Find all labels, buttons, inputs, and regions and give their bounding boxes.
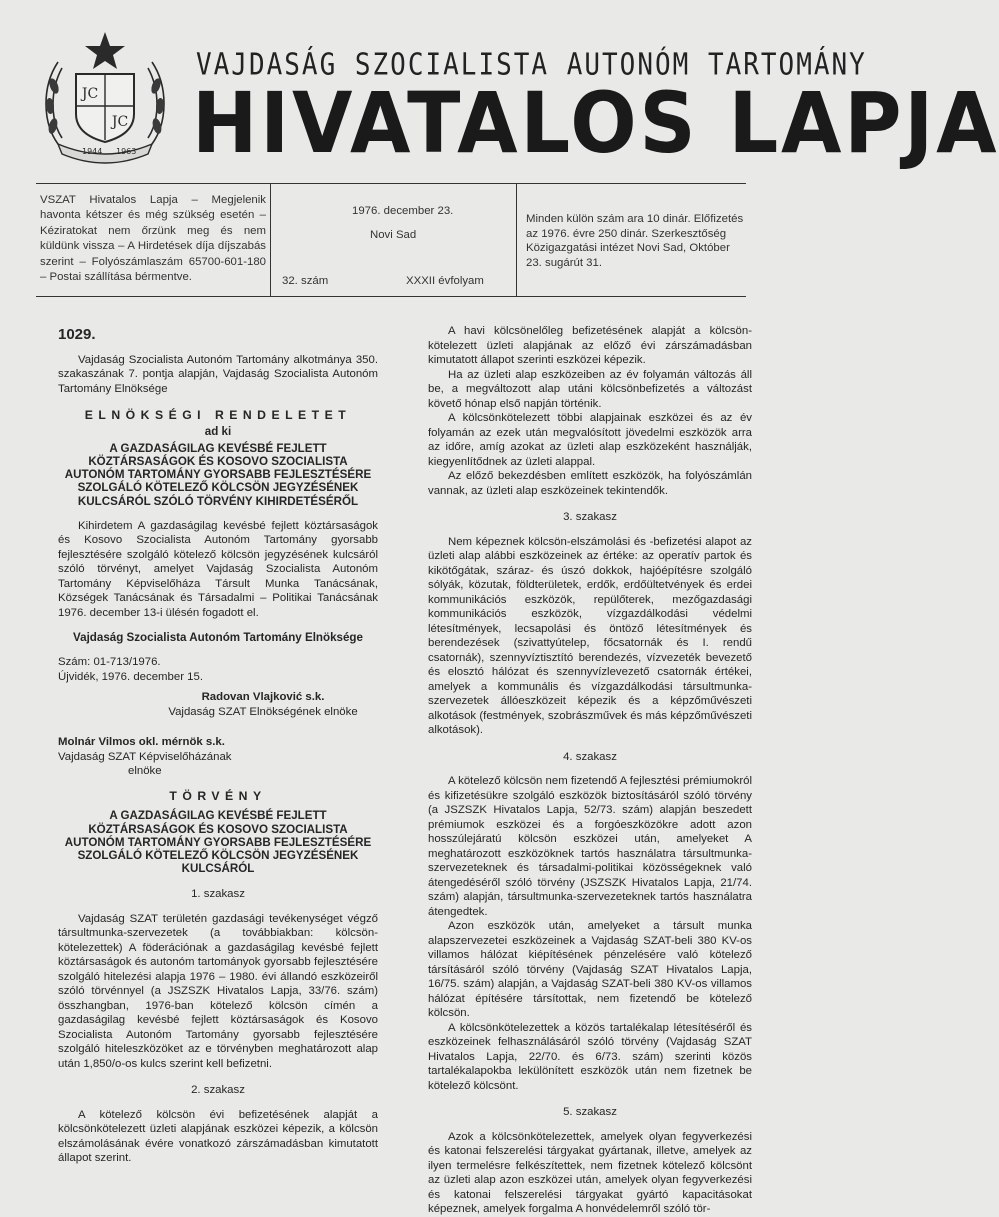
left-column bbox=[58, 324, 378, 1166]
emblem-letters-bottom: ЈС bbox=[111, 114, 129, 130]
coat-of-arms-emblem bbox=[36, 26, 174, 164]
section4-paragraph-3: A kölcsönkötelezettek a közös tartalékalap létesítéséről és eszközeinek felhasználásáról szóló törvény (Vajdaság SZAT Hivatalos Lapja, 22/70. és 6/73. szám) szerinti közös tartalékalapokba lekülönített eszközök után nem fizetnek be kötelező kölcsönt. bbox=[428, 1021, 752, 1092]
right-paragraph-2: Ha az üzleti alap eszközeiben az év folyamán változás áll be, a megváltozott alap utáni kölcsönbefizetés a változást követő hónap első napján történik. bbox=[428, 368, 752, 410]
issue-place: Novi Sad bbox=[370, 229, 417, 241]
masthead-subtitle: VAJDASÁG SZOCIALISTA AUTONÓM TARTOMÁNY bbox=[196, 48, 867, 83]
issue-number: 32. szám bbox=[282, 275, 329, 287]
issue-info bbox=[272, 183, 512, 295]
section1-heading: 1. szakasz bbox=[191, 888, 245, 901]
section4-heading: 4. szakasz bbox=[563, 750, 617, 763]
section2-heading: 2. szakasz bbox=[191, 1084, 245, 1097]
subscription-info: Minden külön szám ara 10 dinár. Előfizetés az 1976. évre 250 dinár. Szerkesztőség Közigazgatási intézet Novi Sad, Október 23. sugárút 31. bbox=[526, 213, 744, 269]
right-column bbox=[428, 324, 752, 1217]
section4-paragraph-2: Azon eszközök után, amelyeket a társult munka alapszervezetei eszközeinek a Vajdaság SZAT-beli 380 KV-os villamos hálózat kiépítésének pénzelésére való kötelező társításáról szóló törvény (Vajdaság SZAT Hivatalos Lapja, 16/75. szám) alapján, a Vajdaság SZAT-beli 380 KV-os villamos hálózat építésére társítottak, nem fizetendő be kötelező kölcsön. bbox=[428, 920, 752, 1019]
section2-paragraph: A kötelező kölcsön évi befizetésének alapját a kölcsönkötelezett üzleti alapjának eszközei képezik, a kölcsön elszámolásának évére vonatkozó zárszámadásban kimutatott állapot szerint. bbox=[58, 1108, 378, 1165]
signer1-name: Radovan Vlajković s.k. bbox=[201, 691, 325, 704]
section5-paragraph: Azok a kölcsönkötelezettek, amelyek olyan fegyverkezési és katonai felszerelési tárgyakat gyártanak, illetve, amelyek az ilyen termelésre felkészítettek, nem fizetnek kötelező kölcsönt az üzleti alap azon eszközei után, amelyek olyan fegyverkezési és katonai felszerelési tárgyakat gyártó kapacitásokat képeznek, amelyek forgalma A honvédelemről szóló tör- bbox=[428, 1130, 752, 1215]
right-paragraph-3: A kölcsönkötelezett többi alapjainak eszközei és az év folyamán az ezek után megvalósított jövedelmi eszközök arra az időre, amíg azokat az üzleti alap eszközeként használják, kiegyenlítődnek az üzleti alappal. bbox=[428, 412, 752, 468]
law-title: A GAZDASÁGILAG KEVÉSBÉ FEJLETT KÖZTÁRSASÁGOK ÉS KOSOVO SZOCIALISTA AUTONÓM TARTOMÁNY GYORSABB FEJLESZTÉSÉRE SZOLGÁLÓ KÖTELEZŐ KÖLCSÖN JEGYZÉSÉNEK KULCSÁRÓL bbox=[64, 809, 372, 876]
reference-number: Szám: 01-713/1976. bbox=[58, 656, 161, 669]
signer2-name: Molnár Vilmos okl. mérnök s.k. bbox=[58, 736, 225, 749]
section3-heading: 3. szakasz bbox=[563, 511, 617, 523]
document-number: 1029. bbox=[58, 326, 96, 343]
section5-heading: 5. szakasz bbox=[563, 1106, 617, 1118]
law-heading: TÖRVÉNY bbox=[169, 788, 267, 803]
right-paragraph-4: Az előző bekezdésben említett eszközök, ha folyószámlán vannak, az üzleti alap eszközeinek tekintendők. bbox=[428, 470, 752, 497]
publication-info: VSZAT Hivatalos Lapja – Megjelenik havonta kétszer és még szükség esetén – Kéziratokat nem őrzünk meg és nem küldünk vissza – A Hirdetések díja díjszabás szerint – Folyószámlaszám 65700-601-180 – Postai szállítása bérmentve. bbox=[40, 194, 266, 284]
emblem-letters-top: ЈС bbox=[81, 86, 99, 102]
decree-title: A GAZDASÁGILAG KEVÉSBÉ FEJLETT KÖZTÁRSASÁGOK ÉS KOSOVO SZOCIALISTA AUTONÓM TARTOMÁNY GYORSABB FEJLESZTÉSÉRE SZOLGÁLÓ KÖTELEZŐ KÖLCSÖN JEGYZÉSÉNEK KULCSÁRÓL SZÓLÓ TÖRVÉNY KIHIRDETÉSÉRŐL bbox=[64, 441, 372, 508]
issue-volume: XXXII évfolyam bbox=[406, 275, 484, 287]
decree-heading: ELNÖKSÉGI RENDELETET bbox=[84, 408, 352, 422]
reference-date: Újvidék, 1976. december 15. bbox=[58, 670, 203, 683]
section1-paragraph: Vajdaság SZAT területén gazdasági tevékenységet végző társultmunka-szervezetek (a továbbiakban: kölcsön-kötelezettek) A föderációnak a gazdaságilag kevésbé fejlett köztársaságok és autonóm tartományok gyorsabb fejlesztésére szolgáló hitelezési alapja 1976 – 1980. évi állandó eszközeiről szóló törvénnyel (a JSZSZK Hivatalos Lapja, 33/76. szám) összhangban, 1976-ban kötelező kölcsön címén a gazdaságilag kevésbé fejlett köztársaságok és Kosovo Szocialista Autonóm Tartomány gyorsabb fejlesztésére szolgáló hiteleszközöket az e törvényben meghatározott alap után 1,850/o-os kulcs szerint kell befizetni. bbox=[58, 912, 378, 1070]
emblem-year-left: 1944 bbox=[82, 147, 103, 156]
signer1-title: Vajdaság SZAT Elnökségének elnöke bbox=[168, 705, 358, 718]
section3-paragraph: Nem képeznek kölcsön-elszámolási és -befizetési alapot az üzleti alap alábbi eszközeinek az értéke: az operatív partok és kikötőgátak, száraz- és úszó dokkok, hajóépítésre szolgáló sólyák, közutak, földterületek, erdők, erdőültetvények és erdei kommunikációs eszközök, repülőterek, mezőgazdasági kommunikációs eszközök, vízgazdálkodási védelmi létesítmények, lecsapolási és öntöző létesítmények és berendezések (szivattyútelep, főcsatornák és I. rendű csatornák), szennyvíztisztító berendezés, vízvezeték bevezető és elosztó hálózat és szennyvízlevezető csatornák értékei, amelyek a kommunális és vízgazdálkodási társultmunka-szervezetek állóeszközeit képezik és a képzőművészeti alkotások (festmények, szobrászművek és más képzőművészeti alkotások). bbox=[428, 535, 752, 736]
right-paragraph-1: A havi kölcsönelőleg befizetésének alapját a kölcsön-kötelezett üzleti alapjának az előző évi zárszámadásban kimutatott állapot szerinti eszközei képezik. bbox=[428, 325, 752, 366]
signer2-title1: Vajdaság SZAT Képviselőházának bbox=[58, 750, 232, 763]
header-bottom-rule bbox=[36, 296, 746, 297]
emblem-year-right: 1963 bbox=[116, 147, 137, 156]
intro-paragraph: Vajdaság Szocialista Autonóm Tartomány alkotmánya 350. szakaszának 7. pontja alapján, Vajdaság Szocialista Autonóm Tartomány Elnöksége bbox=[58, 353, 378, 395]
presidency-name: Vajdaság Szocialista Autonóm Tartomány Elnöksége bbox=[73, 631, 363, 645]
header-divider-right bbox=[516, 183, 517, 297]
section4-paragraph-1: A kötelező kölcsön nem fizetendő A fejlesztési prémiumokról és kifizetésükre szolgáló eszközök biztosításáról szóló törvény (a JSZSZK Hivatalos Lapja, 52/73. szám) alapján beszedett prémiumok eszközei és a forgóeszközökre adott azon hosszúlejáratú kölcsön eszközei után, amelyeket A meghatározott eszközöknek tartós használatra társultmunka-szervezeteknek és társadalmi-politikai közösségeknek való átengedéséről szóló törvény (JSZSZK Hivatalos Lapja, 21/74. szám) alapján, társultmunka-szervezeteknek tartós használatra átengedtek. bbox=[428, 775, 752, 918]
signer2-title2: elnöke bbox=[128, 765, 162, 778]
issue-date: 1976. december 23. bbox=[352, 205, 454, 217]
decree-issues: ad ki bbox=[204, 424, 232, 438]
header-divider-left bbox=[270, 183, 271, 297]
proclamation-paragraph: Kihirdetem A gazdaságilag kevésbé fejlett köztársaságok és Kosovo Szocialista Autonóm Tartomány gyorsabb fejlesztésére szolgáló kötelező kölcsön jegyzésének kulcsáról szóló törvényt, amelyet Vajdaság Szocialista Autonóm Tartomány Képviselőháza Társult Munka Tanácsának, Községek Tanácsának és Társadalmi – Politikai Tanácsának 1976. december 13-i ülésén fogadott el. bbox=[58, 519, 378, 619]
masthead-title: HIVATALOS LAPJA bbox=[192, 74, 999, 172]
